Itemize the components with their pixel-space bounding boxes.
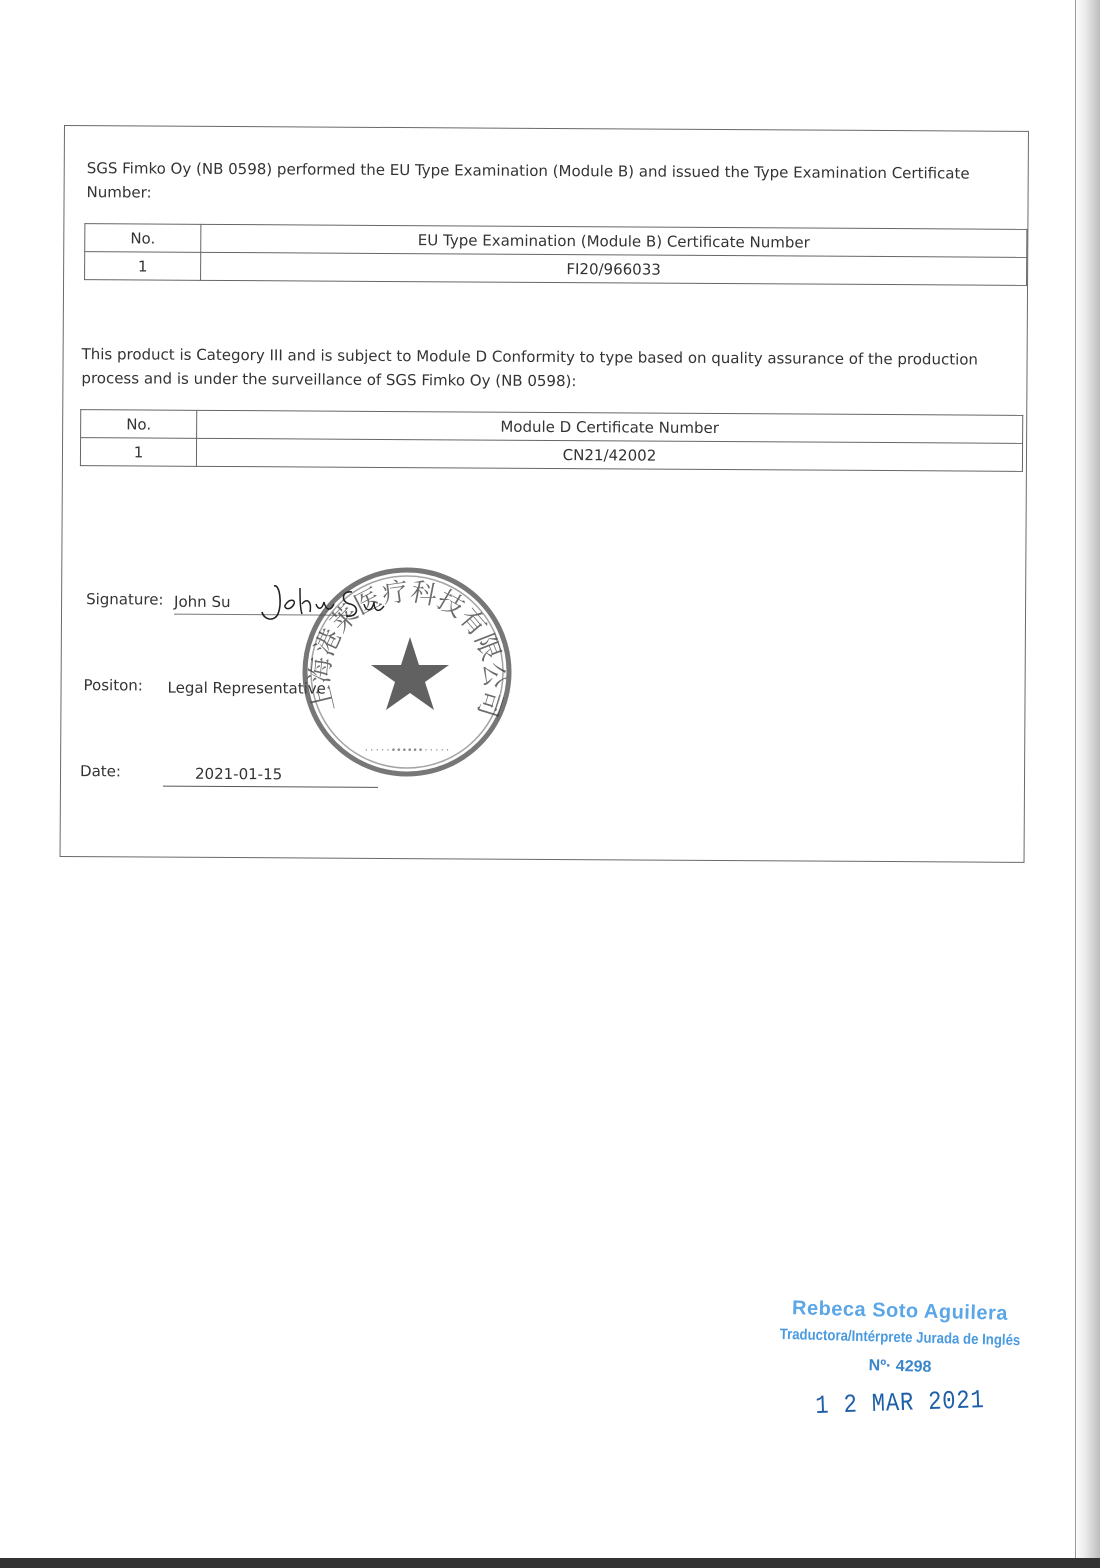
- table-row: [85, 252, 1027, 286]
- col-no-header: No.: [85, 224, 201, 253]
- col-cert-header: Module D Certificate Number: [197, 410, 1023, 443]
- page-edge-line: [1075, 0, 1076, 1568]
- row-cert-number: FI20/966033: [201, 252, 1027, 285]
- seal-text: 上海港莱医疗科技有限公司: [305, 576, 509, 721]
- row-cert-number: CN21/42002: [196, 438, 1022, 471]
- position-label: Positon:: [83, 676, 143, 695]
- row-no: 1: [80, 438, 196, 467]
- signature-label: Signature:: [86, 590, 164, 609]
- module-b-table: [84, 223, 1027, 286]
- module-b-intro: SGS Fimko Oy (NB 0598) performed the EU Type Examination (Module B) and issued the Type Examination Certificate Number:: [86, 159, 970, 202]
- handwritten-signature: [256, 574, 416, 634]
- translator-number: Nº· 4298: [868, 1357, 932, 1376]
- page-edge-shadow: [1074, 0, 1100, 1568]
- page-bottom-edge: [0, 1558, 1100, 1568]
- date-underline: [163, 786, 378, 788]
- col-no-header: No.: [81, 410, 197, 439]
- svg-text:·····••••••·····: ·····••••••·····: [363, 746, 451, 756]
- translator-name: Rebeca Soto Aguilera: [791, 1297, 1009, 1325]
- table-row: [80, 438, 1022, 472]
- sworn-translator-stamp: [760, 1297, 1040, 1421]
- module-d-intro: This product is Category III and is subject to Module D Conformity to type based on quality assurance of the production process and is under the surveillance of SGS Fimko Oy (NB 0598):: [81, 345, 979, 391]
- row-no: 1: [85, 252, 201, 281]
- col-cert-header: EU Type Examination (Module B) Certificate Number: [201, 224, 1027, 257]
- signature-name: John Su: [174, 592, 231, 612]
- star-icon: [371, 637, 449, 710]
- translator-role: Traductora/Intérprete Jurada de Inglés: [779, 1325, 1021, 1350]
- date-label: Date:: [79, 762, 122, 781]
- date-value: 2021-01-15: [194, 764, 283, 784]
- position-value: Legal Representative: [167, 678, 326, 698]
- module-d-table: [80, 409, 1023, 472]
- translator-date: 1 2 MAR 2021: [814, 1385, 986, 1421]
- certificate-frame: [60, 125, 1029, 863]
